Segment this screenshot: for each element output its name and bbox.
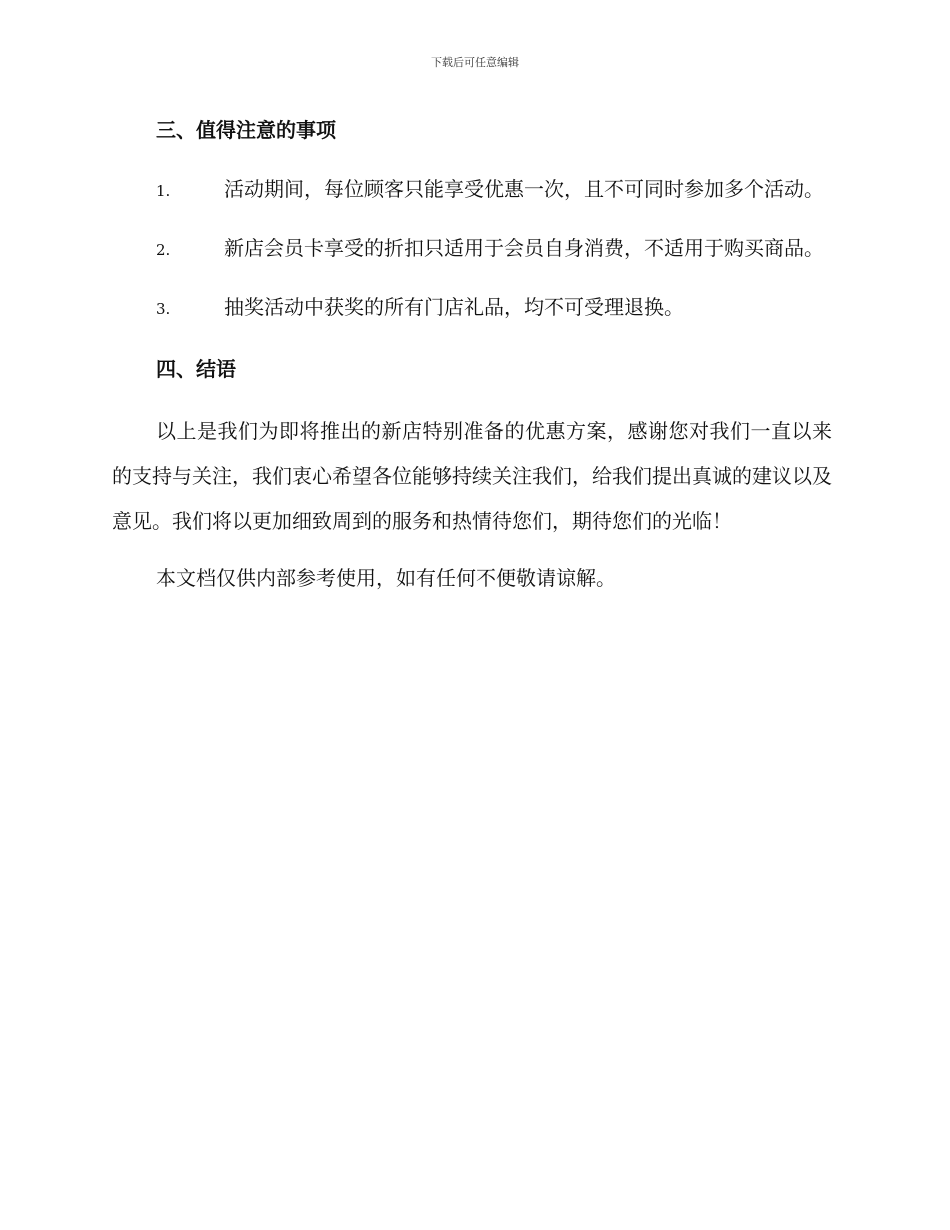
page-header: 下载后可任意编辑 [431, 56, 519, 69]
list-item-text: 新店会员卡享受的折扣只适用于会员自身消费，不适用于购买商品。 [224, 236, 824, 260]
list-item [112, 167, 832, 214]
list-item [112, 226, 832, 273]
section-heading-notes: 三、值得注意的事项 [156, 118, 336, 142]
list-item-number: 1. [156, 182, 171, 200]
list-item-number: 2. [156, 241, 171, 259]
disclaimer-paragraph: 本文档仅供内部参考使用，如有任何不便敬请谅解。 [156, 566, 616, 590]
list-item [112, 285, 832, 332]
conclusion-paragraph: 以上是我们为即将推出的新店特别准备的优惠方案，感谢您对我们一直以来的支持与关注，我们衷心希望各位能够持续关注我们，给我们提出真诚的建议以及意见。我们将以更加细致周到的服务和热情待您们，期待您们的光临！ [112, 419, 832, 533]
section-heading-conclusion: 四、结语 [156, 357, 236, 381]
list-item-number: 3. [156, 300, 171, 318]
document-body [112, 112, 832, 601]
list-item-text: 抽奖活动中获奖的所有门店礼品，均不可受理退换。 [224, 295, 684, 319]
list-item-text: 活动期间，每位顾客只能享受优惠一次，且不可同时参加多个活动。 [224, 177, 824, 201]
